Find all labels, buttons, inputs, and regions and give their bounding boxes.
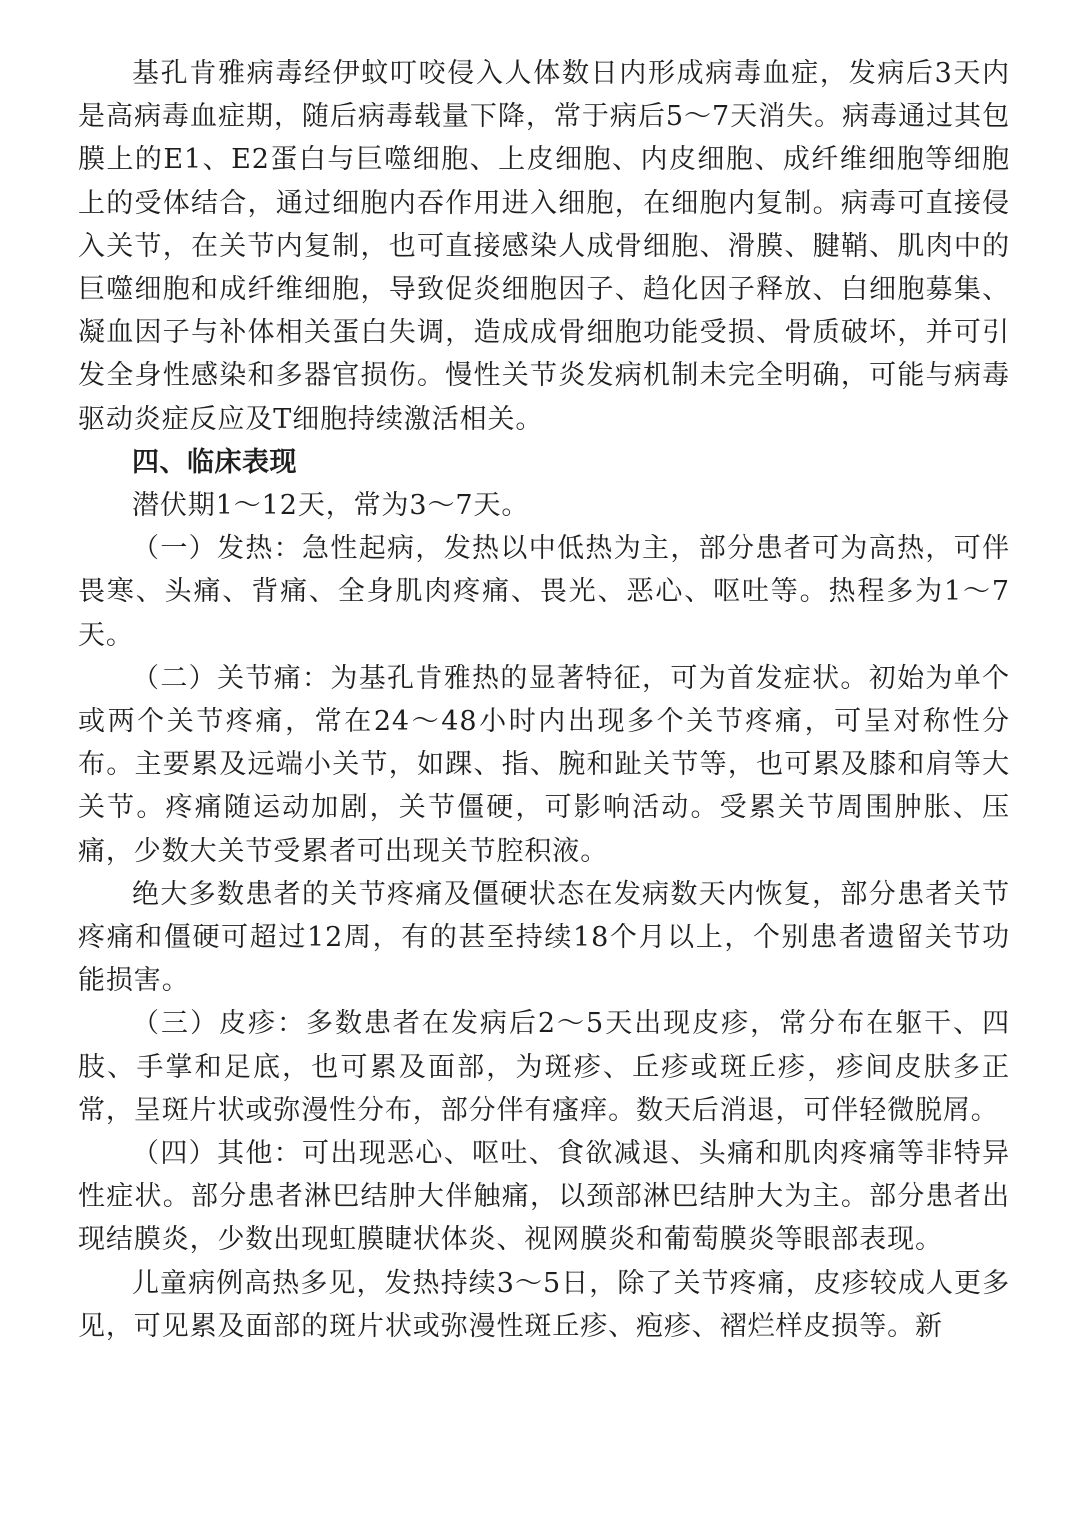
incubation-paragraph: 潜伏期1～12天，常为3～7天。 — [132, 490, 530, 522]
fever-paragraph: （一）发热：急性起病，发热以中低热为主，部分患者可为高热，可伴畏寒、头痛、背痛、全身肌肉疼痛、畏光、恶心、呕吐等。热程多为1～7天。 — [78, 533, 1010, 651]
arthralgia-recovery-paragraph: 绝大多数患者的关节疼痛及僵硬状态在发病数天内恢复，部分患者关节疼痛和僵硬可超过12周，有的甚至持续18个月以上，个别患者遗留关节功能损害。 — [78, 878, 1010, 997]
rash-paragraph: （三）皮疹：多数患者在发病后2～5天出现皮疹，常分布在躯干、四肢、手掌和足底，也可累及面部，为斑疹、丘疹或斑丘疹，疹间皮肤多正常，呈斑片状或弥漫性分布，部分伴有瘙痒。数天后消退，可伴轻微脱屑。 — [78, 1008, 1010, 1126]
children-paragraph: 儿童病例高热多见，发热持续3～5日，除了关节疼痛，皮疹较成人更多见，可见累及面部的斑片状或弥漫性斑丘疹、疱疹、褶烂样皮损等。新 — [78, 1267, 1010, 1342]
document-page — [78, 52, 1010, 1348]
section-heading-clinical: 四、临床表现 — [132, 446, 297, 478]
pathogenesis-paragraph: 基孔肯雅病毒经伊蚊叮咬侵入人体数日内形成病毒血症，发病后3天内是高病毒血症期，随后病毒载量下降，常于病后5～7天消失。病毒通过其包膜上的E1、E2蛋白与巨噬细胞、上皮细胞、内皮细胞、成纤维细胞等细胞上的受体结合，通过细胞内吞作用进入细胞，在细胞内复制。病毒可直接侵入关节，在关节内复制，也可直接感染人成骨细胞、滑膜、腱鞘、肌肉中的巨噬细胞和成纤维细胞，导致促炎细胞因子、趋化因子释放、白细胞募集、凝血因子与补体相关蛋白失调，造成成骨细胞功能受损、骨质破坏，并可引发全身性感染和多器官损伤。慢性关节炎发病机制未完全明确，可能与病毒驱动炎症反应及T细胞持续激活相关。 — [78, 58, 1010, 435]
other-symptoms-paragraph: （四）其他：可出现恶心、呕吐、食欲减退、头痛和肌肉疼痛等非特异性症状。部分患者淋巴结肿大伴触痛，以颈部淋巴结肿大为主。部分患者出现结膜炎，少数出现虹膜睫状体炎、视网膜炎和葡萄膜炎等眼部表现。 — [78, 1138, 1010, 1256]
arthralgia-paragraph: （二）关节痛：为基孔肯雅热的显著特征，可为首发症状。初始为单个或两个关节疼痛，常在24～48小时内出现多个关节疼痛，可呈对称性分布。主要累及远端小关节，如踝、指、腕和趾关节等，也可累及膝和肩等大关节。疼痛随运动加剧，关节僵硬，可影响活动。受累关节周围肿胀、压痛，少数大关节受累者可出现关节腔积液。 — [78, 662, 1010, 867]
